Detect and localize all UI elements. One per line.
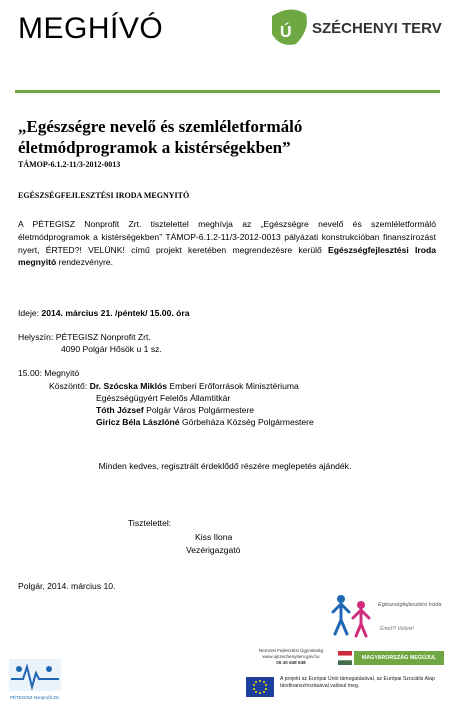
date-place: Polgár, 2014. március 10. bbox=[18, 581, 116, 591]
speaker-2-role: Polgár Város Polgármestere bbox=[143, 405, 255, 415]
speaker-3-name: Giricz Béla Lászlóné bbox=[96, 417, 180, 427]
eu-flag bbox=[246, 677, 274, 697]
nfu-line-1: Nemzeti Fejlesztési Ügynökség bbox=[258, 648, 324, 653]
thanks-label: Köszöntő: bbox=[49, 381, 90, 391]
hungary-flag-icon bbox=[338, 651, 352, 665]
signer-name: Kiss Ilona bbox=[195, 532, 233, 542]
intro-paragraph bbox=[18, 218, 436, 269]
nfu-line-3: 06 40 638 638 bbox=[276, 660, 306, 665]
heartbeat-icon bbox=[5, 655, 65, 695]
logo-letter: Ú bbox=[280, 24, 292, 41]
programme-time: 15.00: Megnyitó bbox=[18, 368, 80, 378]
speaker-1-role: Emberi Erőforrások Minisztériuma bbox=[167, 381, 299, 391]
intro-text: A PÉTEGISZ Nonprofit Zrt. tisztelettel meghívja az „Egészségre nevelő és szemléletformáló életmódprogramok a kistérségekben” TÁMOP-6.1.2-11/3-2012-0013 pályázati konstrukcióban finanszírozást nyert, ÉRTED?! VELÜNK! című projekt keretében megrendezésre kerülő bbox=[18, 219, 436, 255]
iroda-title: Egészségfejlesztési Iroda bbox=[378, 602, 442, 608]
speaker-2-name: Tóth József bbox=[96, 405, 144, 415]
signer-role: Vezérigazgató bbox=[186, 545, 241, 555]
speaker-1-role-b: Egészségügyért Felelős Államtitkár bbox=[96, 393, 231, 403]
intro-end: rendezvényre. bbox=[56, 257, 114, 268]
place-label: Helyszín: PÉTEGISZ Nonprofit Zrt. bbox=[18, 332, 151, 342]
iroda-logo bbox=[330, 592, 448, 642]
hu-banner-text: MAGYARORSZÁG MEGÚJUL bbox=[354, 651, 444, 665]
hungary-banner bbox=[338, 651, 444, 665]
people-figures-icon bbox=[330, 592, 376, 638]
speaker-1-name: Dr. Szócska Miklós bbox=[89, 381, 167, 391]
petegisz-label: PÉTEGISZ Nonprofit Zrt. bbox=[10, 695, 60, 700]
header-divider bbox=[15, 90, 440, 93]
page-title: MEGHÍVÓ bbox=[18, 12, 164, 45]
speaker-3-role: Görbeháza Község Polgármestere bbox=[179, 417, 314, 427]
project-reference: TÁMOP-6.1.2-11/3-2012-0013 bbox=[18, 160, 121, 169]
eu-support-text: A projekt az Európai Unió támogatásával, az Európai Szociális Alap társfinanszírozásával valósul meg. bbox=[280, 676, 435, 689]
logo-text: SZÉCHENYI TERV bbox=[312, 20, 442, 37]
event-date bbox=[18, 307, 190, 319]
event-title: „Egészségre nevelő és szemléletformáló életmódprogramok a kistérségekben” bbox=[18, 117, 303, 157]
greeting-line: Minden kedves, regisztrált érdeklődő részére meglepetés ajándék. bbox=[98, 461, 352, 471]
petegisz-logo bbox=[5, 655, 65, 705]
iroda-slogan: Érted?! Velünk! bbox=[380, 626, 415, 632]
speaker-2 bbox=[96, 404, 254, 416]
speaker-1 bbox=[49, 380, 299, 392]
nfu-line-2: www.ujszechenyiterv.gov.hu bbox=[262, 654, 320, 659]
intro-bold: Egészségfejlesztési Iroda megnyitó bbox=[18, 244, 437, 268]
szechenyi-logo bbox=[266, 6, 446, 50]
eu-stars-icon bbox=[246, 677, 274, 697]
section-heading: EGÉSZSÉGFEJLESZTÉSI IRODA MEGNYITÓ bbox=[18, 191, 190, 200]
signoff: Tisztelettel: bbox=[128, 518, 172, 528]
place-address: 4090 Polgár Hősök u 1 sz. bbox=[61, 344, 162, 354]
speaker-3 bbox=[96, 416, 314, 428]
date-label: Ideje: bbox=[18, 308, 42, 318]
date-value: 2014. március 21. /péntek/ 15.00. óra bbox=[41, 308, 190, 318]
nfu-info bbox=[246, 648, 336, 666]
